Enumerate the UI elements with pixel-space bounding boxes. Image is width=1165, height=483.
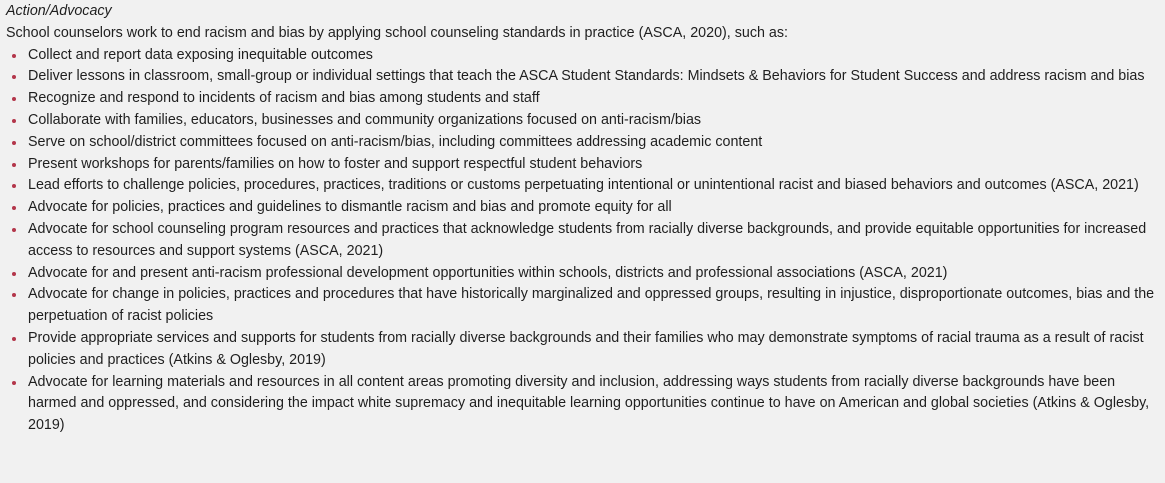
bullet-icon xyxy=(12,184,16,188)
bullet-icon xyxy=(12,381,16,385)
section-heading: Action/Advocacy xyxy=(6,3,112,19)
list-item-text: Collaborate with families, educators, businesses and community organizations focused on anti-racism/bias xyxy=(28,111,702,128)
list-item-text: Deliver lessons in classroom, small-group or individual settings that teach the ASCA Student Standards: Mindsets & Behaviors for Student Success and address racism and bias xyxy=(28,68,1145,85)
list-item xyxy=(6,132,1159,154)
list-item xyxy=(6,197,1159,219)
bullet-icon xyxy=(12,293,16,297)
list-item-text: Advocate for policies, practices and guidelines to dismantle racism and bias and promote equity for all xyxy=(28,199,672,216)
list-item-text: Advocate for and present anti-racism professional development opportunities within schools, districts and professional associations (ASCA, 2021) xyxy=(28,264,948,281)
list-item-text: Collect and report data exposing inequitable outcomes xyxy=(28,46,373,63)
bullet-icon xyxy=(12,75,16,79)
bullet-icon xyxy=(12,97,16,101)
list-item-text: Serve on school/district committees focused on anti-racism/bias, including committees addressing academic content xyxy=(28,133,763,150)
list-item xyxy=(6,45,1159,67)
bullet-icon xyxy=(12,337,16,341)
bullet-icon xyxy=(12,228,16,232)
list-item xyxy=(6,88,1159,110)
bullet-icon xyxy=(12,141,16,145)
list-item xyxy=(6,219,1159,263)
bullet-icon xyxy=(12,119,16,123)
list-item xyxy=(6,175,1159,197)
list-item xyxy=(6,66,1159,88)
section-intro: School counselors work to end racism and bias by applying school counseling standards in practice (ASCA, 2020), such as: xyxy=(6,24,788,41)
list-item xyxy=(6,110,1159,132)
list-item xyxy=(6,328,1159,372)
list-item-text: Advocate for school counseling program resources and practices that acknowledge students from racially diverse backgrounds, and provide equitable opportunities for increased access to resources and support systems (ASCA, 2021) xyxy=(28,220,1147,259)
list-item-text: Present workshops for parents/families on how to foster and support respectful student behaviors xyxy=(28,155,643,172)
list-item-text: Advocate for change in policies, practices and procedures that have historically marginalized and oppressed groups, resulting in injustice, disproportionate outcomes, bias and the perpetuation of racist policies xyxy=(28,286,1155,325)
bullet-icon xyxy=(12,272,16,276)
list-item xyxy=(6,154,1159,176)
bullet-icon xyxy=(12,54,16,58)
list-item-text: Advocate for learning materials and resources in all content areas promoting diversity and inclusion, addressing ways students from racially diverse backgrounds have been harmed and oppressed, and considering the impact white supremacy and inequitable learning opportunities continue to have on American and global societies (Atkins & Oglesby, 2019) xyxy=(28,373,1150,434)
bullet-icon xyxy=(12,206,16,210)
bullet-icon xyxy=(12,163,16,167)
list-item-text: Provide appropriate services and supports for students from racially diverse backgrounds and their families who may demonstrate symptoms of racial trauma as a result of racist policies and practices (Atkins & Oglesby, 2019) xyxy=(28,329,1144,368)
advocacy-list xyxy=(6,45,1159,437)
list-item xyxy=(6,284,1159,328)
list-item-text: Lead efforts to challenge policies, procedures, practices, traditions or customs perpetuating intentional or unintentional racist and biased behaviors and outcomes (ASCA, 2021) xyxy=(28,177,1139,194)
list-item xyxy=(6,372,1159,437)
list-item xyxy=(6,263,1159,285)
list-item-text: Recognize and respond to incidents of racism and bias among students and staff xyxy=(28,90,540,107)
